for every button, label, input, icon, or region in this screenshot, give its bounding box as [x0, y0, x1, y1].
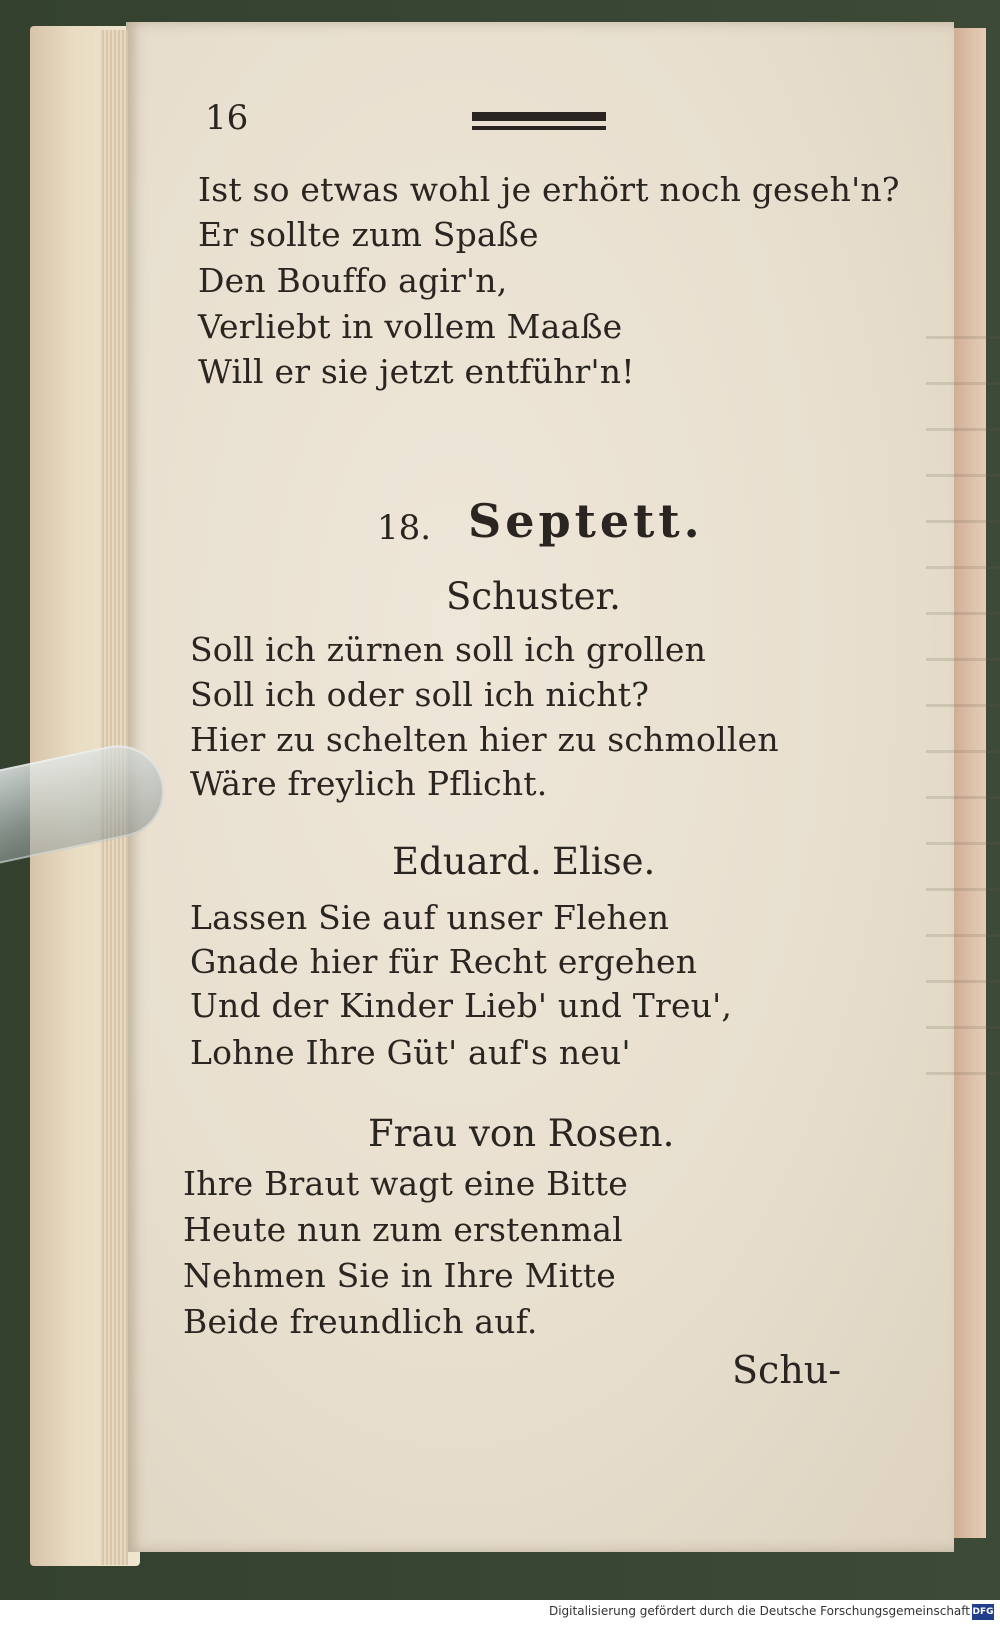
verse-line: Ihre Braut wagt eine Bitte [183, 1164, 628, 1203]
verse-line: Und der Kinder Lieb' und Treu', [190, 986, 733, 1025]
verse-line: Lohne Ihre Güt' auf's neu' [190, 1033, 631, 1072]
catchword: Schu- [732, 1348, 842, 1392]
verse-line: Er sollte zum Spaße [198, 215, 539, 254]
verse-line: Beide freundlich auf. [183, 1302, 538, 1341]
speaker-name: Eduard. [392, 840, 542, 883]
speaker-name: Frau von Rosen. [368, 1112, 675, 1155]
dfg-logo: DFG [972, 1604, 994, 1620]
page-number: 16 [205, 98, 249, 138]
verse-line: Will er sie jetzt entführ'n! [198, 352, 635, 391]
digitization-credit: Digitalisierung gefördert durch die Deutsche Forschungsgemeinschaft [548, 1604, 970, 1618]
header-rule [472, 112, 606, 132]
section-number: 18. [377, 508, 432, 548]
verse-line: Den Bouffo agir'n, [198, 261, 508, 300]
verse-line: Lassen Sie auf unser Flehen [190, 898, 670, 937]
verse-line: Nehmen Sie in Ihre Mitte [183, 1256, 616, 1295]
verse-line: Ist so etwas wohl je erhört noch geseh'n? [198, 170, 900, 209]
verse-line: Wäre freylich Pflicht. [190, 764, 548, 803]
speaker-name: Schuster. [446, 575, 621, 618]
verse-line: Verliebt in vollem Maaße [198, 307, 623, 346]
verse-line: Gnade hier für Recht ergehen [190, 942, 698, 981]
bleed-through-text [926, 312, 1000, 1092]
speaker-name: Elise. [552, 840, 656, 883]
verse-line: Soll ich oder soll ich nicht? [190, 675, 650, 714]
header-rule-thin [472, 126, 606, 130]
verse-line: Hier zu schelten hier zu schmollen [190, 720, 779, 759]
verse-line: Heute nun zum erstenmal [183, 1210, 623, 1249]
header-rule-thick [472, 112, 606, 121]
section-title: Septett. [468, 494, 704, 548]
verse-line: Soll ich zürnen soll ich grollen [190, 630, 707, 669]
